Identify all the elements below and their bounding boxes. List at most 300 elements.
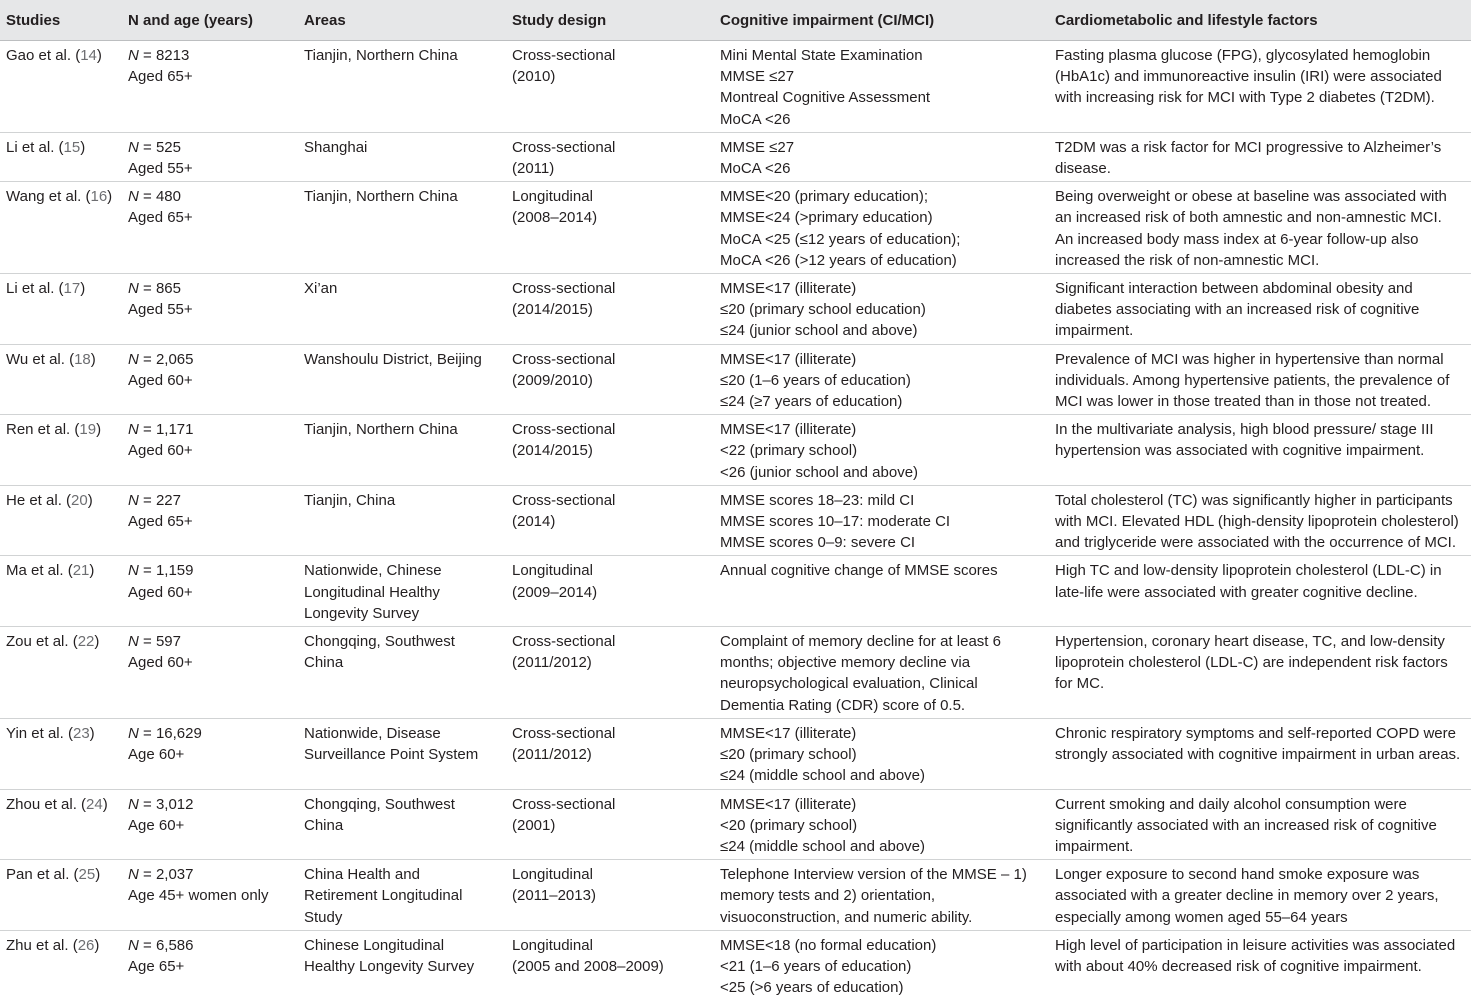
study-cell [0,182,122,274]
study-author: Zou et al. ( [6,633,78,651]
design-line: Cross-sectional [512,47,616,64]
area-line: Longevity Survey [304,604,420,622]
study-cell [0,860,122,931]
area-cell [298,344,506,415]
factors-cell [1049,182,1471,274]
study-author: Pan et al. ( [6,866,79,884]
sample-size [128,723,294,744]
ci-line: MMSE<17 (illiterate) [720,724,857,742]
sample-size [128,935,294,956]
factor-line: associated with a greater decline in memory over 2 years, [1055,887,1439,905]
table-row [0,930,1471,998]
ci-line: ≤24 (junior school and above) [720,322,918,340]
ci-line: ≤20 (primary school education) [720,301,926,319]
n-age-cell [122,415,298,486]
design-line: (2011–2013) [512,887,596,905]
age-range: Aged 60+ [128,583,193,601]
ci-cell [714,860,1049,931]
factor-line: increased the risk of non-amnestic MCI. [1055,251,1320,269]
ci-line: MMSE<17 (illiterate) [720,350,857,368]
design-cell [506,132,714,181]
design-cell [506,718,714,789]
factor-line: significantly associated with an increased risk of cognitive [1055,816,1437,834]
table-row [0,627,1471,719]
sample-size-value: = 1,171 [138,421,194,439]
area-line: Healthy Longevity Survey [304,957,475,975]
sample-size [128,631,294,652]
design-cell [506,485,714,556]
design-line: (2014) [512,513,556,531]
area-line: Longitudinal Healthy [304,583,440,601]
sample-size-value: = 1,159 [138,562,194,580]
area-line: Retirement Longitudinal [304,887,463,905]
factors-cell [1049,556,1471,627]
design-line: (2014/2015) [512,442,593,460]
n-age-cell [122,556,298,627]
ci-line: MMSE<17 (illiterate) [720,421,857,439]
ci-line: MMSE ≤27 [720,138,795,156]
n-age-cell [122,930,298,998]
design-line: Cross-sectional [512,280,616,298]
ci-cell [714,41,1049,133]
sample-size-symbol: N [128,936,139,954]
study-author-close: ) [96,47,102,64]
study-cell [0,930,122,998]
sample-size-symbol: N [128,421,139,439]
factor-line: strongly associated with cognitive impairment in urban areas. [1055,746,1461,764]
table-row [0,132,1471,181]
table-row [0,789,1471,860]
sample-size-symbol: N [128,795,139,813]
sample-size-value: = 865 [138,280,181,298]
age-range: Aged 60+ [128,654,193,672]
age-range: Aged 65+ [128,68,193,86]
reference-link[interactable]: 18 [74,350,91,368]
n-age-cell [122,627,298,719]
ci-line: Mini Mental State Examination [720,47,923,64]
factor-line: late-life were associated with greater cognitive decline. [1055,583,1418,601]
table-row [0,485,1471,556]
factors-cell [1049,930,1471,998]
age-range: Age 45+ women only [128,887,269,905]
factors-cell [1049,132,1471,181]
study-author-close: ) [80,280,86,298]
factor-line: Significant interaction between abdominal obesity and [1055,280,1413,298]
ci-cell [714,415,1049,486]
area-cell [298,182,506,274]
factor-line: especially among women aged 55–64 years [1055,908,1348,926]
study-cell [0,415,122,486]
header-areas: Areas [298,0,506,41]
area-line: China [304,816,344,834]
ci-line: MMSE scores 0–9: severe CI [720,534,916,552]
area-line: Nationwide, Chinese [304,562,442,580]
n-age-cell [122,274,298,345]
ci-line: Telephone Interview version of the MMSE – 1) [720,866,1027,884]
sample-size [128,794,294,815]
header-n-age: N and age (years) [122,0,298,41]
study-cell [0,556,122,627]
study-author-close: ) [107,188,113,206]
reference-link[interactable]: 22 [77,633,95,651]
table-row [0,860,1471,931]
design-cell [506,930,714,998]
ci-line: MoCA <26 [720,160,791,178]
sample-size-symbol: N [128,138,139,156]
area-line: Tianjin, Northern China [304,47,458,64]
sample-size [128,278,294,299]
ci-line: ≤20 (1–6 years of education) [720,371,911,389]
design-line: Longitudinal [512,188,593,206]
design-line: (2010) [512,68,556,86]
factor-line: Fasting plasma glucose (FPG), glycosylated hemoglobin [1055,47,1431,64]
ci-cell [714,718,1049,789]
factors-cell [1049,274,1471,345]
ci-line: ≤24 (≥7 years of education) [720,393,903,411]
study-author-close: ) [90,350,96,368]
area-cell [298,930,506,998]
factor-line: hypertension was associated with cognitive impairment. [1055,442,1425,460]
sample-size-symbol: N [128,280,139,298]
age-range: Aged 60+ [128,442,193,460]
factor-line: disease. [1055,160,1111,178]
area-cell [298,627,506,719]
reference-link[interactable]: 24 [86,795,103,813]
age-range: Aged 60+ [128,371,193,389]
ci-line: <25 (>6 years of education) [720,979,904,997]
ci-line: MoCA <26 [720,110,791,128]
area-line: Nationwide, Disease [304,724,441,742]
area-line: Wanshoulu District, Beijing [304,350,482,368]
sample-size-value: = 8213 [138,47,190,64]
header-cognitive-impairment: Cognitive impairment (CI/MCI) [714,0,1049,41]
study-author-close: ) [87,491,93,509]
factors-cell [1049,789,1471,860]
factor-line: lipoprotein cholesterol (LDL-C) are independent risk factors [1055,654,1448,672]
study-author: Wang et al. ( [6,188,91,206]
design-line: Cross-sectional [512,421,616,439]
age-range: Aged 65+ [128,209,193,227]
design-cell [506,274,714,345]
sample-size-symbol: N [128,188,139,206]
ci-line: <20 (primary school) [720,816,858,834]
area-line: China [304,654,344,672]
area-line: Xi’an [304,280,338,298]
ci-line: ≤24 (middle school and above) [720,837,926,855]
factors-cell [1049,485,1471,556]
study-author: Ren et al. ( [6,421,80,439]
ci-cell [714,182,1049,274]
table-row [0,718,1471,789]
factor-line: and triglyceride were associated with the occurrence of MCI. [1055,534,1457,552]
area-line: Chinese Longitudinal [304,936,445,954]
study-cell [0,344,122,415]
study-author: Li et al. ( [6,280,64,298]
factor-line: Prevalence of MCI was higher in hypertensive than normal [1055,350,1444,368]
ci-line: months; objective memory decline via [720,654,971,672]
ci-line: MMSE<17 (illiterate) [720,280,857,298]
reference-link[interactable]: 23 [72,724,90,742]
n-age-cell [122,860,298,931]
design-line: Cross-sectional [512,724,616,742]
area-cell [298,132,506,181]
study-cell [0,485,122,556]
ci-line: neuropsychological evaluation, Clinical [720,675,978,693]
factor-line: (HbA1c) and immunoreactive insulin (IRI) were associated [1055,68,1442,86]
factor-line: MCI was lower in those treated than in those not treated. [1055,393,1432,411]
sample-size-value: = 525 [138,138,181,156]
design-cell [506,41,714,133]
ci-cell [714,789,1049,860]
ci-line: MMSE<20 (primary education); [720,188,928,206]
area-cell [298,718,506,789]
ci-line: MMSE ≤27 [720,68,795,86]
study-cell [0,132,122,181]
study-author: Zhou et al. ( [6,795,87,813]
area-cell [298,860,506,931]
design-line: Longitudinal [512,866,593,884]
ci-cell [714,132,1049,181]
n-age-cell [122,485,298,556]
study-author: Zhu et al. ( [6,936,78,954]
area-line: Tianjin, Northern China [304,421,458,439]
sample-size-value: = 597 [138,633,181,651]
ci-cell [714,344,1049,415]
study-author: Wu et al. ( [6,350,75,368]
reference-link[interactable]: 25 [78,866,96,884]
reference-link[interactable]: 17 [63,280,81,298]
sample-size-symbol: N [128,491,139,509]
ci-line: Annual cognitive change of MMSE scores [720,562,998,580]
ci-line: ≤24 (middle school and above) [720,767,926,785]
ci-cell [714,556,1049,627]
design-line: (2008–2014) [512,209,598,227]
study-author: He et al. ( [6,491,72,509]
table-row [0,41,1471,133]
factors-cell [1049,415,1471,486]
ci-line: <21 (1–6 years of education) [720,957,912,975]
sample-size-symbol: N [128,724,139,742]
design-line: (2011/2012) [512,654,592,672]
table-row [0,274,1471,345]
factor-line: an increased risk of both amnestic and non-amnestic MCI. [1055,209,1442,227]
design-cell [506,860,714,931]
design-line: (2011/2012) [512,746,592,764]
ci-line: visuoconstruction, and numeric ability. [720,908,973,926]
factor-line: Longer exposure to second hand smoke exposure was [1055,866,1420,884]
design-line: (2001) [512,816,556,834]
factor-line: with about 40% decreased risk of cognitive impairment. [1055,957,1422,975]
table-row [0,556,1471,627]
factor-line: T2DM was a risk factor for MCI progressive to Alzheimer’s [1055,138,1442,156]
study-author: Li et al. ( [6,138,64,156]
area-cell [298,789,506,860]
design-line: Cross-sectional [512,138,616,156]
ci-line: MoCA <26 (>12 years of education) [720,251,957,269]
study-author-close: ) [94,936,100,954]
factor-line: High TC and low-density lipoprotein cholesterol (LDL-C) in [1055,562,1442,580]
n-age-cell [122,718,298,789]
design-line: Longitudinal [512,562,593,580]
sample-size [128,419,294,440]
reference-link[interactable]: 21 [72,562,90,580]
study-author: Gao et al. ( [6,47,81,64]
header-cardiometabolic-factors: Cardiometabolic and lifestyle factors [1049,0,1471,41]
ci-cell [714,930,1049,998]
ci-line: MMSE<24 (>primary education) [720,209,933,227]
n-age-cell [122,789,298,860]
table-row [0,415,1471,486]
ci-line: MMSE scores 10–17: moderate CI [720,513,951,531]
sample-size-value: = 16,629 [138,724,202,742]
area-line: Chongqing, Southwest [304,795,455,813]
header-studies: Studies [0,0,122,41]
factor-line: with MCI. Elevated HDL (high-density lipoprotein cholesterol) [1055,513,1459,531]
study-author-close: ) [96,421,102,439]
factor-line: Being overweight or obese at baseline was associated with [1055,188,1447,206]
reference-link[interactable]: 14 [80,47,97,64]
table-row [0,182,1471,274]
ci-line: memory tests and 2) orientation, [720,887,936,905]
study-author: Ma et al. ( [6,562,73,580]
ci-line: <26 (junior school and above) [720,463,919,481]
ci-line: Dementia Rating (CDR) score of 0.5. [720,696,966,714]
factors-cell [1049,41,1471,133]
reference-link[interactable]: 20 [71,491,88,509]
study-author: Yin et al. ( [6,724,73,742]
age-range: Aged 55+ [128,301,193,319]
sample-size-symbol: N [128,562,139,580]
n-age-cell [122,41,298,133]
factors-cell [1049,860,1471,931]
area-line: Tianjin, Northern China [304,188,458,206]
ci-cell [714,627,1049,719]
design-cell [506,182,714,274]
factors-cell [1049,718,1471,789]
design-cell [506,415,714,486]
ci-line: MMSE<18 (no formal education) [720,936,937,954]
design-cell [506,344,714,415]
area-line: Chongqing, Southwest [304,633,455,651]
sample-size-symbol: N [128,47,139,64]
study-author-close: ) [80,138,86,156]
sample-size [128,864,294,885]
area-cell [298,415,506,486]
study-author-close: ) [89,562,95,580]
factor-line: Hypertension, coronary heart disease, TC, and low-density [1055,633,1445,651]
reference-link[interactable]: 16 [90,188,108,206]
age-range: Age 65+ [128,957,185,975]
factors-cell [1049,627,1471,719]
sample-size-symbol: N [128,866,139,884]
design-line: Cross-sectional [512,350,616,368]
study-cell [0,627,122,719]
ci-line: MMSE<17 (illiterate) [720,795,857,813]
design-line: Cross-sectional [512,795,616,813]
n-age-cell [122,344,298,415]
ci-cell [714,274,1049,345]
design-line: (2011) [512,160,555,178]
sample-size-value: = 227 [138,491,181,509]
ci-line: Montreal Cognitive Assessment [720,89,931,107]
factor-line: impairment. [1055,837,1134,855]
factor-line: Total cholesterol (TC) was significantly higher in participants [1055,491,1453,509]
factor-line: Chronic respiratory symptoms and self-reported COPD were [1055,724,1456,742]
design-line: Cross-sectional [512,633,616,651]
area-line: Study [304,908,343,926]
area-line: Shanghai [304,138,368,156]
factor-line: impairment. [1055,322,1134,340]
reference-link[interactable]: 26 [77,936,95,954]
ci-line: MMSE scores 18–23: mild CI [720,491,915,509]
area-line: China Health and [304,866,420,884]
header-study-design: Study design [506,0,714,41]
sample-size [128,186,294,207]
sample-size-value: = 6,586 [138,936,194,954]
sample-size [128,349,294,370]
study-author-close: ) [89,724,95,742]
factor-line: In the multivariate analysis, high blood pressure/ stage III [1055,421,1434,439]
factor-line: for MC. [1055,675,1105,693]
area-cell [298,485,506,556]
design-line: (2014/2015) [512,301,593,319]
ci-line: <22 (primary school) [720,442,858,460]
ci-line: Complaint of memory decline for at least 6 [720,633,1001,651]
age-range: Aged 55+ [128,160,193,178]
sample-size-value: = 2,037 [138,866,194,884]
design-cell [506,627,714,719]
design-line: (2009/2010) [512,371,593,389]
study-author-close: ) [102,795,108,813]
study-cell [0,789,122,860]
sample-size-value: = 480 [138,188,181,206]
design-line: Longitudinal [512,936,593,954]
factor-line: individuals. Among hypertensive patients, the prevalence of [1055,371,1450,389]
factor-line: High level of participation in leisure activities was associated [1055,936,1456,954]
design-cell [506,789,714,860]
area-line: Tianjin, China [304,491,396,509]
study-author-close: ) [95,866,101,884]
area-line: Surveillance Point System [304,746,479,764]
area-cell [298,556,506,627]
table-row [0,344,1471,415]
ci-line: ≤20 (primary school) [720,746,857,764]
design-line: Cross-sectional [512,491,616,509]
sample-size-value: = 3,012 [138,795,194,813]
sample-size [128,137,294,158]
area-cell [298,274,506,345]
sample-size-symbol: N [128,633,139,651]
header-row [0,0,1471,41]
factor-line: with increasing risk for MCI with Type 2 diabetes (T2DM). [1055,89,1435,107]
sample-size [128,560,294,581]
area-cell [298,41,506,133]
reference-link[interactable]: 15 [63,138,81,156]
n-age-cell [122,132,298,181]
age-range: Age 60+ [128,816,185,834]
factor-line: Current smoking and daily alcohol consumption were [1055,795,1407,813]
ci-cell [714,485,1049,556]
design-line: (2009–2014) [512,583,598,601]
study-cell [0,274,122,345]
sample-size-value: = 2,065 [138,350,194,368]
ci-line: MoCA <25 (≤12 years of education); [720,230,961,248]
study-cell [0,41,122,133]
study-cell [0,718,122,789]
n-age-cell [122,182,298,274]
reference-link[interactable]: 19 [79,421,97,439]
age-range: Aged 65+ [128,513,193,531]
